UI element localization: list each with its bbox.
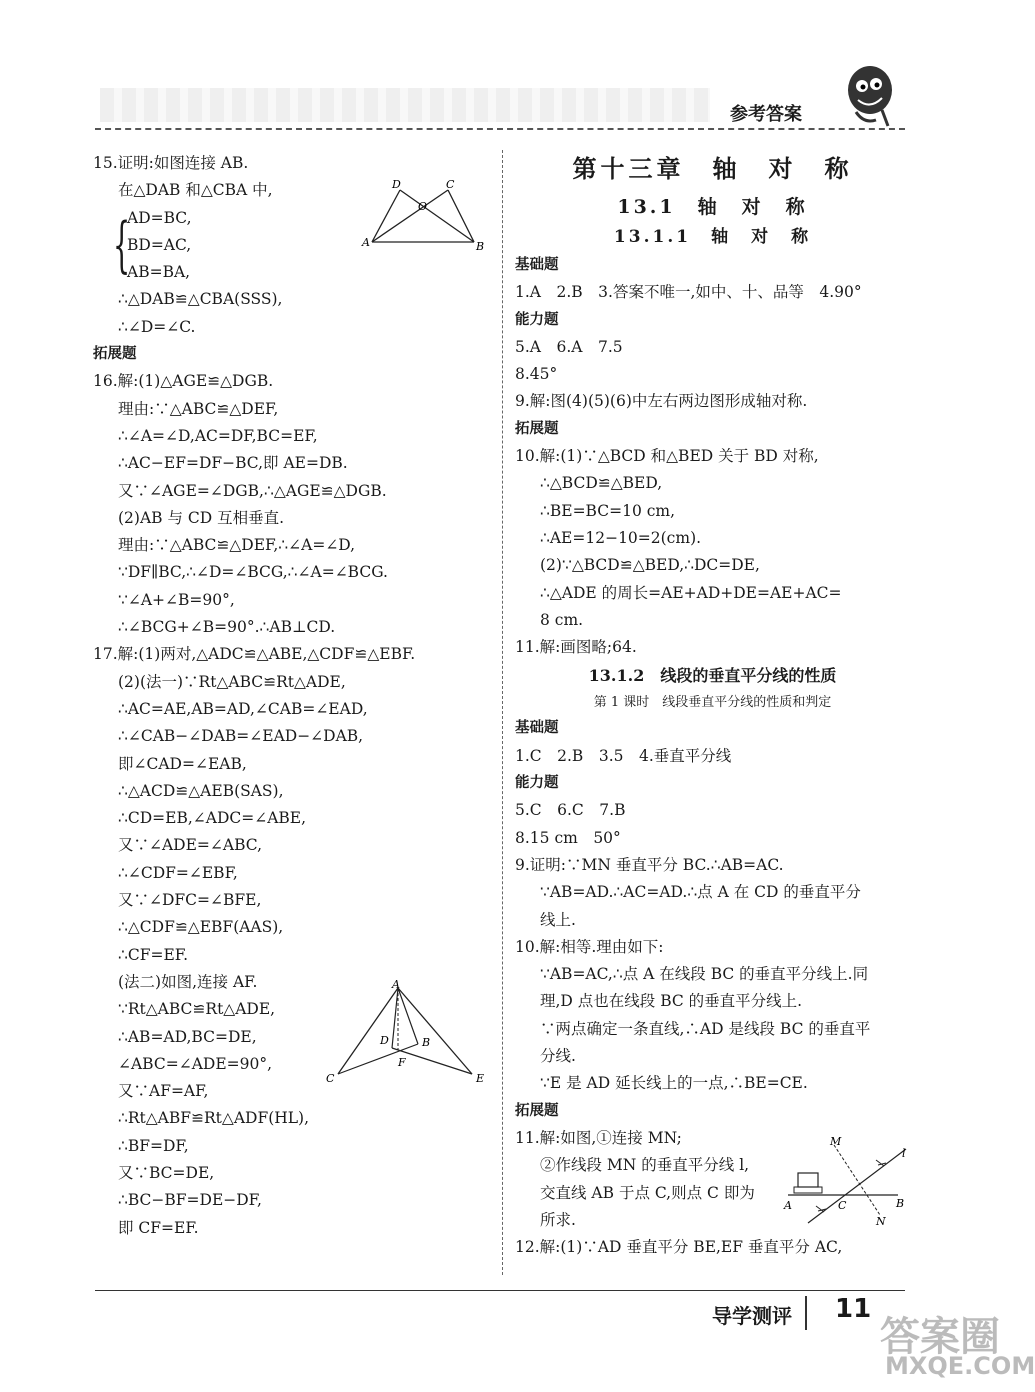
answer-line: 9.证明:∵MN 垂直平分 BC.∴AB=AC. [515,855,784,874]
answer-line: ∴Rt△ABF≌Rt△ADF(HL), [118,1109,310,1128]
answer-line: ∵E 是 AD 延长线上的一点,∴BE=CE. [540,1074,808,1093]
answer-line: ∠ABC=∠ADE=90°, [118,1054,273,1073]
answer-line: ∴∠D=∠C. [118,317,196,336]
fig2-label-a: A [392,978,400,991]
footer-divider [95,1290,905,1291]
answer-line: 又∵BC=DE, [118,1163,215,1182]
answer-line: ∴△DAB≌△CBA(SSS), [118,290,283,309]
answer-line: 8.15 cm 50° [515,828,621,847]
answer-line: 11.解:画图略;64. [515,638,637,657]
answer-line: ∴AE=12−10=2(cm). [540,528,702,547]
answers-block-1 [515,252,910,661]
answer-line: 5.A 6.A 7.5 [515,337,623,356]
watermark-logo: 答案圈 [880,1314,1000,1360]
section-heading: 基础题 [515,257,559,273]
section-heading: 拓展题 [515,1102,559,1119]
answer-line: 理由:∵△ABC≌△DEF, [118,399,279,418]
fig2-label-d: D [380,1034,389,1047]
answer-line: ∵Rt△ABC≌Rt△ADE, [118,1000,276,1019]
answer-line: 11.解:如图,①连接 MN; [515,1128,682,1147]
answer-line: 又∵AF=AF, [118,1082,209,1101]
section-heading: 能力题 [515,311,559,328]
answer-line: ∴AB=AD,BC=DE, [118,1027,257,1046]
brace-line: AB=BA, [127,263,191,282]
section-title: 13.1 轴 对 称 [617,196,808,218]
answer-line: 8.45° [515,365,558,384]
fig3-label-m: M [830,1135,842,1148]
answer-line: ∴∠BCG+∠B=90°.∴AB⊥CD. [118,618,336,637]
brace-symbol: { [113,209,131,280]
answer-line: 1.A 2.B 3.答案不唯一,如中、十、品等 4.90° [515,283,862,302]
fig1-label-c: C [446,178,455,191]
answer-line: (2)AB 与 CD 互相垂直. [118,508,285,527]
watermark-url: MXQE.COM [885,1352,1035,1380]
answer-line: ∵DF∥BC,∴∠D=∠BCG,∴∠A=∠BCG. [118,563,388,582]
answer-line: ∴BF=DF, [118,1136,189,1155]
figure-15-diagram [362,178,492,253]
answer-line: ∵∠A+∠B=90°, [118,590,235,609]
header-divider [95,128,905,130]
section-heading: 能力题 [515,775,559,792]
section-heading: 基础题 [515,720,559,737]
answer-line: ∴△CDF≌△EBF(AAS), [118,918,284,937]
answer-line: 又∵∠AGE=∠DGB,∴△AGE≌△DGB. [118,481,387,500]
answer-line: ∵AB=AD.∴AC=AD.∴点 A 在 CD 的垂直平分 [540,883,861,902]
fig3-label-b: B [896,1197,905,1210]
fig1-label-a: A [362,236,370,249]
lesson-title: 第 1 课时 线段垂直平分线的性质和判定 [593,695,832,711]
answer-line: 5.C 6.C 7.B [515,801,626,820]
fig1-label-o: O [418,200,428,213]
answer-line: 15.证明:如图连接 AB. [93,154,249,172]
answer-line: 即∠CAD=∠EAB, [118,754,247,773]
answer-line: 10.解:(1)∵△BCD 和△BED 关于 BD 对称, [515,447,819,466]
column-divider [502,150,503,1275]
header-title: 参考答案 [730,104,802,125]
subsection-title-2: 13.1.2 线段的垂直平分线的性质 [588,666,837,686]
brace-line: AD=BC, [127,208,192,227]
fig3-label-c: C [838,1199,847,1212]
answer-line: ∴∠CAB−∠DAB=∠EAD−∠DAB, [118,727,364,746]
right-column [515,150,910,1261]
fig3-label-a: A [784,1199,792,1212]
figure-11-diagram [780,1135,910,1230]
answer-line: 在△DAB 和△CBA 中, [118,181,273,200]
answer-line: ∵两点确定一条直线,∴AD 是线段 BC 的垂直平 [540,1019,871,1038]
answer-line: ∴△ADE 的周长=AE+AD+DE=AE+AC= [540,583,842,602]
footer-separator [805,1296,807,1330]
answer-line: 理由:∵△ABC≌△DEF,∴∠A=∠D, [118,536,356,555]
subsection-title: 13.1.1 轴 对 称 [613,227,812,247]
section-heading: 拓展题 [515,420,559,437]
answer-line: 12.解:(1)∵AD 垂直平分 BE,EF 垂直平分 AC, [515,1238,843,1257]
footer-brand: 导学测评 [712,1304,792,1328]
answer-line: 16.解:(1)△AGE≌△DGB. [93,372,274,391]
brace-line: BD=AC, [127,235,192,254]
answer-line: ∵AB=AC,∴点 A 在线段 BC 的垂直平分线上.同 [540,965,869,984]
figure-17-diagram [322,978,492,1093]
answer-line: ∴BC−BF=DE−DF, [118,1191,262,1210]
answer-line: ∴CD=EB,∠ADC=∠ABE, [118,809,307,828]
answer-line: (法二)如图,连接 AF. [118,972,258,991]
fig3-label-l: l [902,1147,906,1160]
answer-line: 8 cm. [540,610,584,629]
fig1-label-b: B [476,240,485,253]
answer-line: ∴AC−EF=DF−BC,即 AE=DB. [118,454,348,473]
answer-line: ∴AC=AE,AB=AD,∠CAB=∠EAD, [118,699,368,718]
answer-line: 理,D 点也在线段 BC 的垂直平分线上. [540,992,803,1011]
fig2-label-e: E [476,1072,485,1085]
fig2-label-b: B [422,1036,431,1049]
answer-line: (2)∵△BCD≌△BED,∴DC=DE, [540,556,760,575]
chapter-title: 第十三章 轴 对 称 [572,155,853,183]
answer-line: ∴BE=BC=10 cm, [540,501,676,520]
fig2-label-f: F [398,1056,406,1069]
answer-line: 1.C 2.B 3.5 4.垂直平分线 [515,746,732,765]
answer-line: 9.解:图(4)(5)(6)中左右两边图形成轴对称. [515,392,808,411]
fig1-label-d: D [392,178,401,191]
answer-line: ∴△BCD≌△BED, [540,474,663,493]
section-heading: 拓展题 [93,346,137,363]
answer-line: 即 CF=EF. [118,1218,199,1237]
answer-line: ∴∠CDF=∠EBF, [118,863,238,882]
answer-line: 分线. [540,1047,576,1066]
fig3-label-n: N [876,1215,886,1228]
answer-line: ∴CF=EF. [118,945,189,964]
answer-line: 线上. [540,910,576,929]
answer-line: 交直线 AB 于点 C,则点 C 即为 [540,1183,755,1202]
answer-line: 17.解:(1)两对,△ADC≌△ABE,△CDF≌△EBF. [93,645,416,664]
answer-line: ∴∠A=∠D,AC=DF,BC=EF, [118,426,318,445]
answer-line: ∴△ACD≌△AEB(SAS), [118,781,284,800]
answer-line: 所求. [540,1210,576,1229]
mascot-icon [842,60,906,130]
answer-line: 又∵∠ADE=∠ABC, [118,836,263,855]
answer-line: 10.解:相等.理由如下: [515,937,664,956]
answer-line: ②作线段 MN 的垂直平分线 l, [540,1156,750,1175]
fig2-label-c: C [326,1072,335,1085]
answer-line: (2)(法一)∵Rt△ABC≌Rt△ADE, [118,672,346,691]
header-decoration-band [100,88,710,122]
answer-line: 又∵∠DFC=∠BFE, [118,891,262,910]
page-number: 11 [835,1294,872,1324]
